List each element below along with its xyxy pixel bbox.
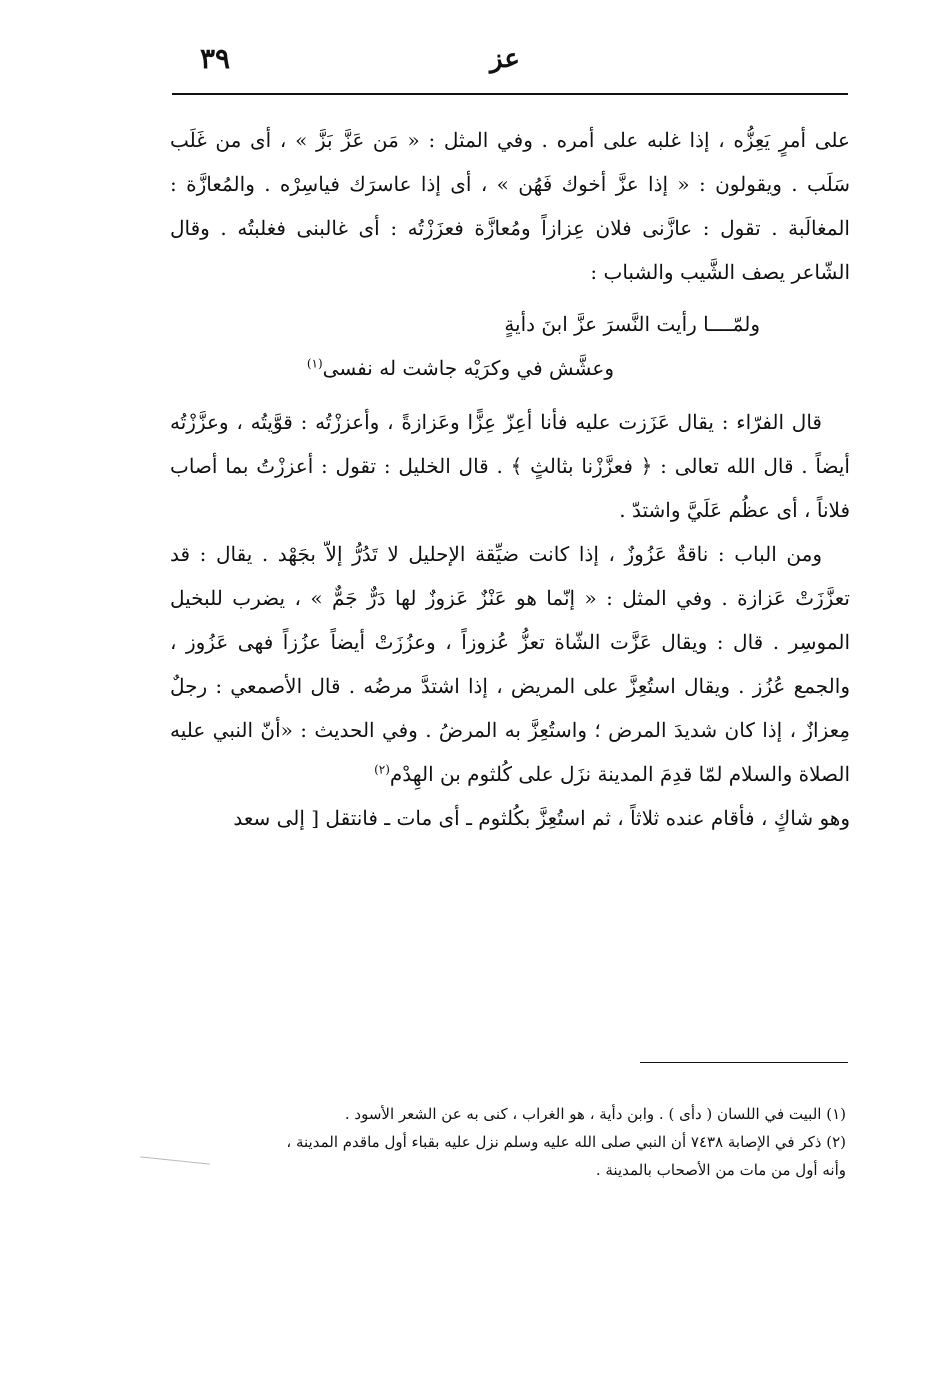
paragraph-3: [170, 532, 850, 796]
page-header: [170, 38, 850, 88]
running-head: عز: [490, 44, 520, 74]
footnotes: [170, 1100, 846, 1184]
paragraph-4: وهو شاكٍ ، فأقام عنده ثلاثاً ، ثم استُعِزَّ بكُلثوم ـ أى مات ـ فانتقل [ إلى سعد: [233, 806, 850, 830]
verse-line-2-text: وعشَّش في وكرَيْه جاشت له نفسى: [322, 356, 614, 380]
verse-line-1: ولمّــــا رأيت النَّسرَ عزَّ ابنَ دأيةٍ: [504, 312, 760, 336]
footnote-2-continuation: وأنه أول من مات من الأصحاب بالمدينة .: [595, 1161, 846, 1179]
page-number: ٣٩: [200, 42, 231, 75]
paragraph-2: قال الفرّاء : يقال عَزَزت عليه فأنا أعِزّ عِزًّا وعَزازةً ، وأعززْتُه : قوَّيتُه ، وعزَّزْتُه أيضاً . قال الله تعالى : ﴿ فعزَّزْنا بثالثٍ ﴾ . قال الخليل : تقول : أعززْتُ بما أصاب فلاناً ، أى عظُم عَلَيَّ واشتدّ .: [170, 410, 850, 522]
paragraph-3-text: ومن الباب : ناقةٌ عَزُوزٌ ، إذا كانت ضيِّقة الإحليل لا تَدُرُّ إلاّ بجَهْد . يقال : قد تعزَّزَتْ عَزازة . وفي المثل : « إنّما هو عَنْزٌ عَزوزٌ لها دَرٌّ جَمٌّ » ، يضرب للبخيل الموسِر . قال : ويقال عَزَّت الشّاة تعزُّ عُزوزاً ، وعزُزَتْ أيضاً عزُزاً فهى عَزُوز ، والجمع عُزُز . ويقال استُعِزَّ على المريض ، إذا اشتدَّ مرضُه . قال الأصمعي : رجلٌ مِعزازٌ ، إذا كان شديدَ المرض ؛ واستُعِزَّ به المرضُ . وفي الحديث : «أنّ النبي عليه الصلاة والسلام لمّا قدِمَ المدينة نزَل على كُلثوم بن الهِدْم: [170, 542, 850, 786]
footnote-rule: [640, 1062, 848, 1063]
verse-line-2: [170, 346, 850, 390]
main-text: [170, 118, 850, 840]
header-rule: [172, 93, 848, 95]
poetry-verse: [170, 302, 850, 390]
footnote-1: (١) البيت في اللسان ( دأى ) . وابن دأية ، هو الغراب ، كنى به عن الشعر الأسود .: [344, 1105, 846, 1123]
paragraph-1: على أمرٍ يَعِزُّه ، إذا غلبه على أمره . وفي المثل : « مَن عَزَّ بَزَّ » ، أى من غَلَب سَلَب . ويقولون : « إذا عزَّ أخوك فَهُن » ، أى إذا عاسرَك فياسِرْه . والمُعازَّة : المغالَبة . تقول : عازَّنى فلان عِزازاً ومُعازَّة فعزَزْتُه : أى غالبنى فغلبتُه . وقال الشّاعر يصف الشَّيب والشباب :: [170, 128, 850, 284]
footnote-ref-2: (٢): [374, 762, 390, 777]
footnote-2: (٢) ذكر في الإصابة ٧٤٣٨ أن النبي صلى الله عليه وسلم نزل عليه بقباء أول ماقدم المدينة ،: [286, 1133, 846, 1151]
footnote-ref-1: (١): [306, 356, 323, 371]
